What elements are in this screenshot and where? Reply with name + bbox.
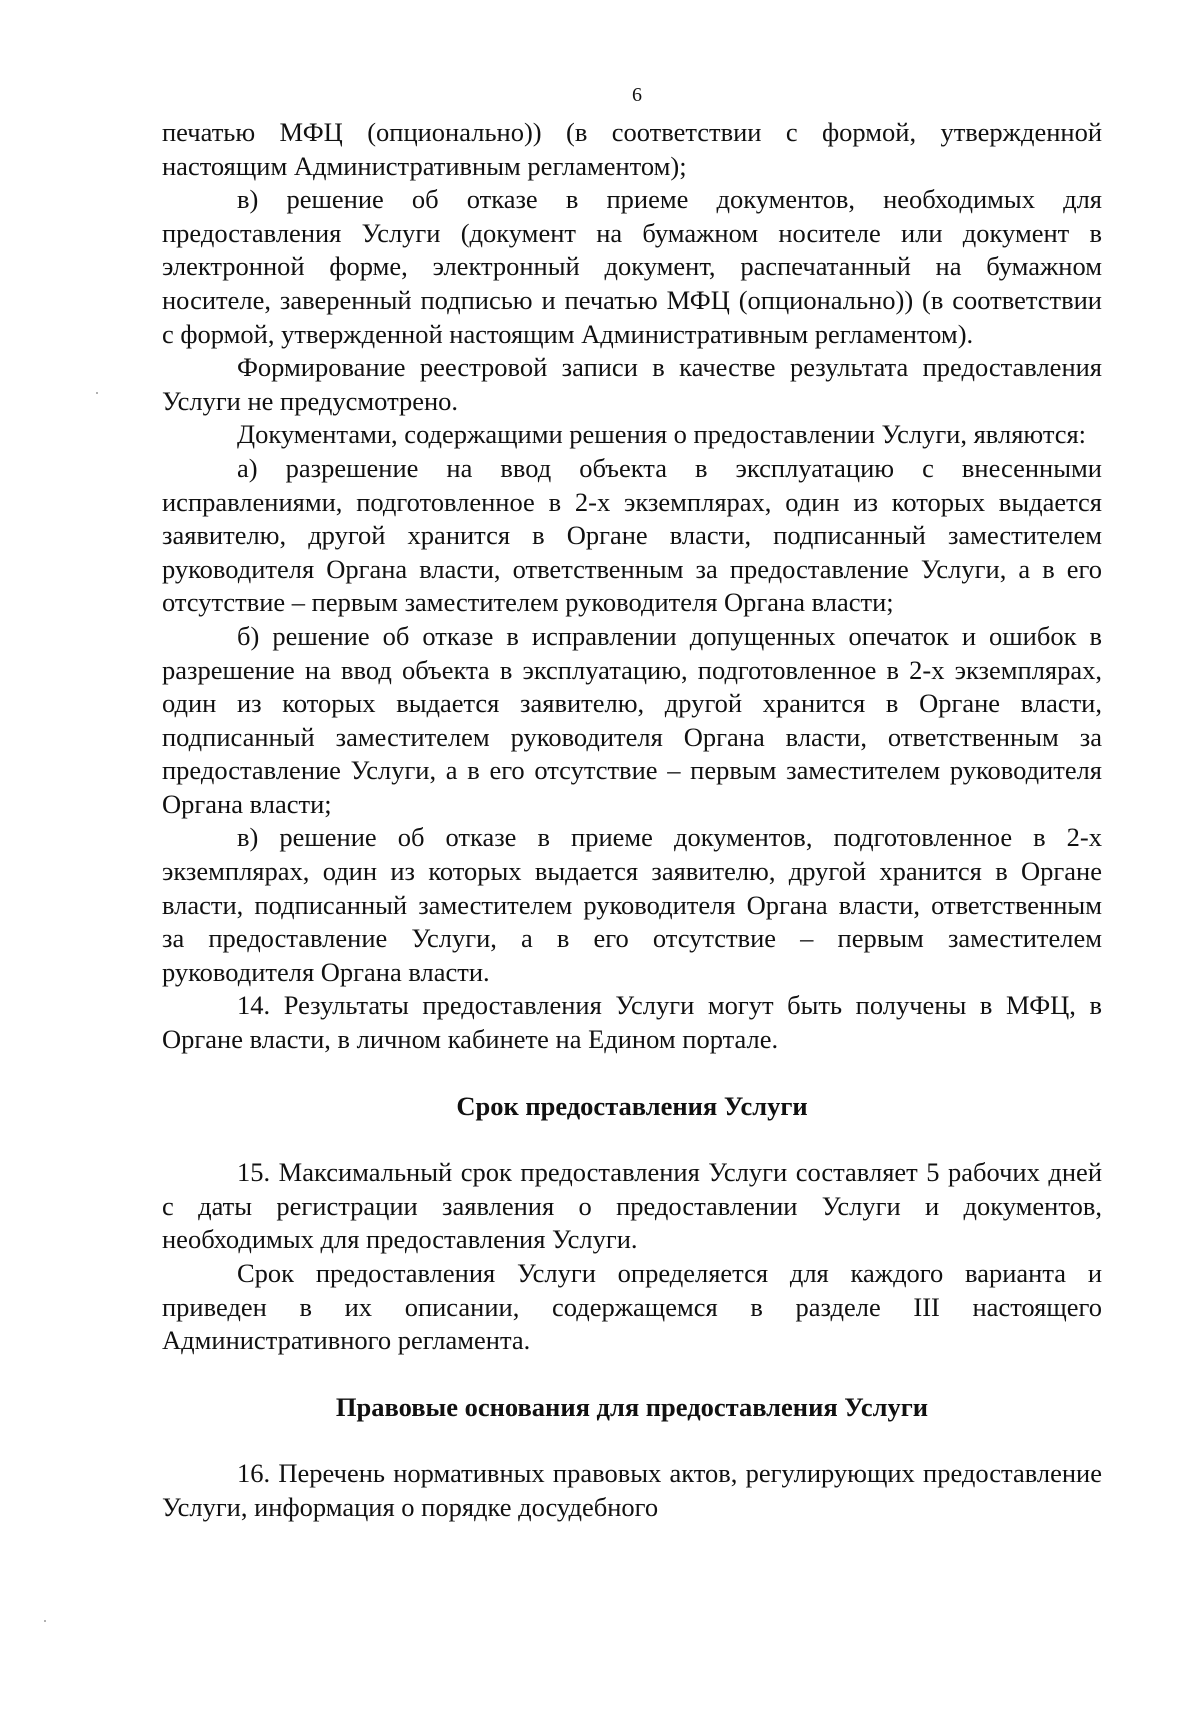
document-page bbox=[162, 80, 1102, 1525]
paragraph: 14. Результаты предоставления Услуги могут быть получены в МФЦ, в Органе власти, в личном кабинете на Едином портале. bbox=[162, 990, 1102, 1055]
section-results bbox=[162, 116, 1102, 1057]
page-number: 6 bbox=[632, 84, 642, 106]
paragraph: в) решение об отказе в приеме документов, подготовленное в 2-х экземплярах, один из которых выдается заявителю, другой хранится в Органе власти, подписанный заместителем руководителя Органа власти, ответственным за предоставление Услуги, а в его отсутствие – первым заместителем руководителя Органа власти. bbox=[162, 822, 1102, 987]
paragraph: Документами, содержащими решения о предоставлении Услуги, являются: bbox=[237, 419, 1087, 450]
section-heading-legal: Правовые основания для предоставления Услуги bbox=[335, 1391, 929, 1422]
paragraph: 16. Перечень нормативных правовых актов, регулирующих предоставление Услуги, информация о порядке досудебного bbox=[162, 1458, 1102, 1522]
paragraph: в) решение об отказе в приеме документов, необходимых для предоставления Услуги (документ на бумажном носителе или документ в электронной форме, электронный документ, распечатанный на бумажном носителе, заверенный подписью и печатью МФЦ (опционально)) (в соответствии с формой, утвержденной настоящим Административным регламентом). bbox=[162, 184, 1102, 349]
section-legal bbox=[162, 1457, 1102, 1524]
section-term bbox=[162, 1156, 1102, 1358]
paragraph: Формирование реестровой записи в качестве результата предоставления Услуги не предусмотрено. bbox=[162, 352, 1102, 416]
scan-speck bbox=[96, 392, 98, 394]
paragraph: б) решение об отказе в исправлении допущенных опечаток и ошибок в разрешение на ввод объекта в эксплуатацию, подготовленное в 2-х экземплярах, один из которых выдается заявителю, другой хранится в Органе власти, подписанный заместителем руководителя Органа власти, ответственным за предоставление Услуги, а в его отсутствие – первым заместителем руководителя Органа власти; bbox=[162, 620, 1102, 819]
paragraph: печатью МФЦ (опционально)) (в соответствии с формой, утвержденной настоящим Административным регламентом); bbox=[162, 117, 1102, 181]
paragraph: Срок предоставления Услуги определяется для каждого варианта и приведен в их описании, содержащемся в разделе III настоящего Административного регламента. bbox=[162, 1258, 1102, 1356]
paragraph: а) разрешение на ввод объекта в эксплуатацию с внесенными исправлениями, подготовленное в 2-х экземплярах, один из которых выдается заявителю, другой хранится в Органе власти, подписанный заместителем руководителя Органа власти, ответственным за предоставление Услуги, а в его отсутствие – первым заместителем руководителя Органа власти; bbox=[162, 452, 1102, 618]
paragraph: 15. Максимальный срок предоставления Услуги составляет 5 рабочих дней с даты регистрации заявления о предоставлении Услуги и документов, необходимых для предоставления Услуги. bbox=[162, 1157, 1102, 1255]
section-heading-term: Срок предоставления Услуги bbox=[456, 1090, 808, 1121]
scan-speck bbox=[44, 1620, 46, 1622]
